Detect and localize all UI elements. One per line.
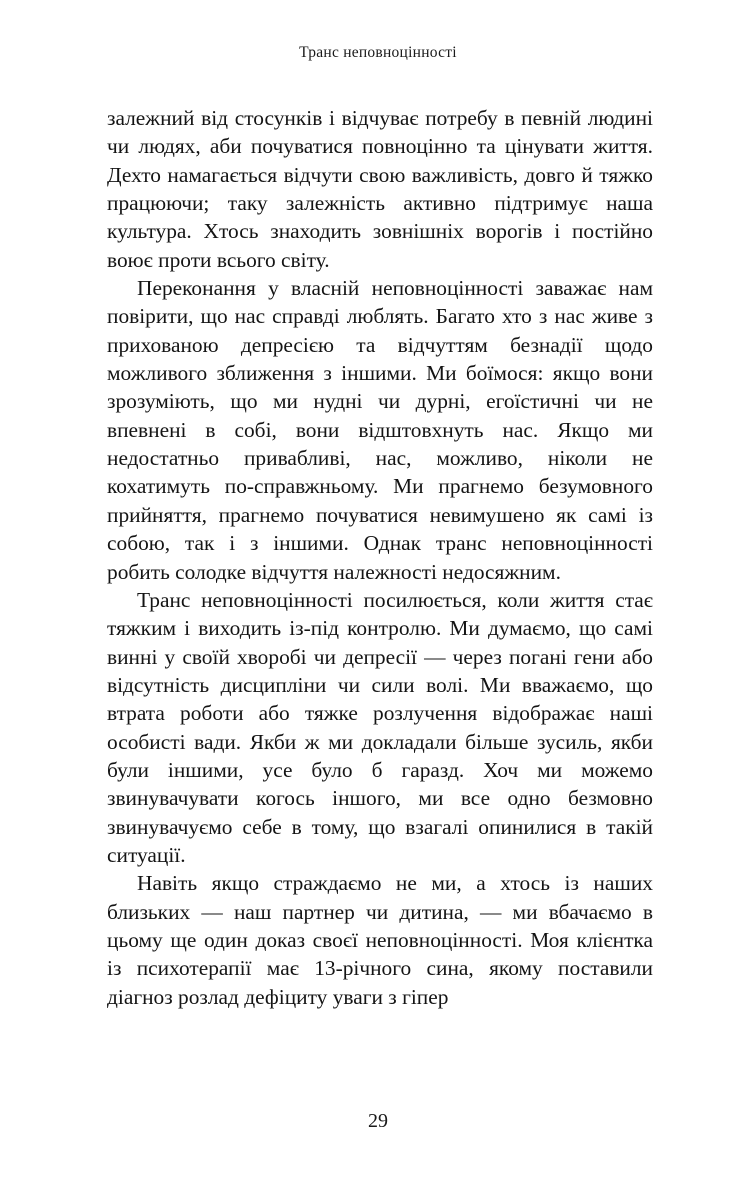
paragraph: Транс неповноцінності посилюється, коли життя стає тяжким і виходить із-під контролю. Ми думаємо, що самі винні у своїй хворобі чи депресії — через погані гени або відсутність дисципліни чи сили волі. Ми вважаємо, що втрата роботи або тяжке розлучення відображає наші особисті вади. Якби ж ми докладали більше зусиль, якби були іншими, усе було б гаразд. Хоч ми можемо звинувачувати когось іншого, ми все одно безмовно звинувачуємо себе в тому, що взагалі опинилися в такій ситуації. (107, 587, 653, 867)
paragraph: Навіть якщо страждаємо не ми, а хтось із наших близьких — наш партнер чи дитина, — ми вбачаємо в цьому ще один доказ своєї неповноцінності. Моя клієнтка із психотерапії має 13-річного сина, якому поставили діагноз розлад дефіциту уваги з гіпер (107, 871, 653, 1009)
page-number: 29 (368, 1110, 388, 1132)
running-head: Транс неповноцінності (299, 44, 457, 61)
body-text-block (107, 104, 653, 1011)
paragraph: Переконання у власній неповноцінності заважає нам повірити, що нас справді люблять. Багато хто з нас живе з прихованою депресією та відчуттям безнадії щодо можливого зближення з іншими. Ми боїмося: якщо вони зрозуміють, що ми нудні чи дурні, егоїстичні чи не впевнені в собі, вони відштовхнуть нас. Якщо ми недостатньо привабливі, нас, можливо, ніколи не кохатимуть по-справжньому. Ми прагнемо безумовного прийняття, прагнемо почуватися невимушено як самі із собою, так і з іншими. Однак транс неповноцінності робить солодке відчуття належності недосяжним. (107, 276, 653, 584)
paragraph: залежний від стосунків і відчуває потребу в певній людині чи людях, аби почуватися повноцінно та цінувати життя. Дехто намагається відчути свою важливість, довго й тяжко працюючи; таку залежність активно підтримує наша культура. Хтось знаходить зовнішніх ворогів і постійно воює проти всього світу. (107, 106, 653, 272)
